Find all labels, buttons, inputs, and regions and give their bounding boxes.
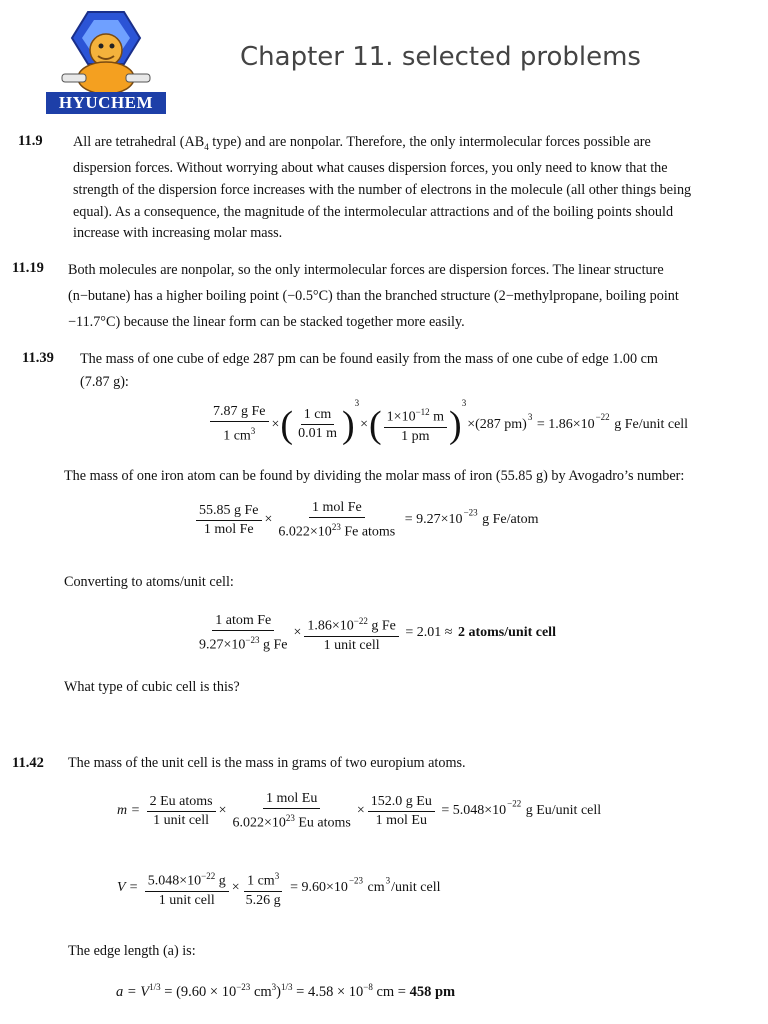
problem-number: 11.9	[18, 133, 43, 149]
problem-11-39-intro: The mass of one cube of edge 287 pm can be found easily from the mass of one cube of edge 1.00 cm (7.87 g):	[80, 351, 658, 390]
problem-number: 11.39	[22, 350, 54, 366]
equation-iron-atom-mass: $\frac{\text{55.85 g Fe}}{\text{1 mol Fe}}$ × $\frac{\text{1 mol Fe}}{6.022\times 10^{23} Fe atoms}$ = $9.27\times 10^{-23}$ g Fe/atom	[194, 499, 540, 542]
problem-11-42-intro: The mass of the unit cell is the mass in grams of two europium atoms.	[68, 755, 466, 771]
equation-atoms-per-cell: $\frac{\text{1 atom Fe}}{9.27\times 10^{-23} g Fe}$ × $\frac{1.86\times 10^{-22} g Fe}{\text{1 unit cell}}$ = 2.01 ≈ 2 atoms/unit cell	[199, 613, 556, 653]
equation-edge-length: $a = V^{1/3} = (9.60 \times 10^{-23}$ $cm^3)^{1/3} = 4.58 \times 10^{-8}$ cm = 458 pm	[116, 982, 456, 1000]
page-title: Chapter 11. selected problems	[240, 42, 641, 72]
problem-11-39-question: What type of cubic cell is this?	[64, 679, 240, 695]
problem-11-19-text: Both molecules are nonpolar, so the only intermolecular forces are dispersion forces. The linear structure (n−butane) has a higher boiling point (−0.5°C) than the branched structure (2−methylpropane, boiling point −11.7°C) because the linear form can be stacked together more easily.	[68, 262, 679, 330]
problem-11-42-edge-intro: The edge length (a) is:	[68, 943, 196, 959]
equation-unit-cell-mass: m = $\frac{\text{2 Eu atoms}}{\text{1 unit cell}}$ × $\frac{\text{1 mol Eu}}{6.022\times 10^{23} Eu atoms}$ × $\frac{\text{152.0 g Eu}}{\text{1 mol Eu}}$ = $5.048\times 10^{-22}$ g Eu/unit cell	[117, 791, 602, 831]
equation-unit-cell-volume: V = $\frac{5.048\times 10^{-22} g}{\text{1 unit cell}}$ × $\frac{1 cm^3}{5.26 g}$ = $9.60\times 10^{-23}$ $cm^3$/unit cell	[116, 867, 442, 910]
problem-11-39-convert-text: Converting to atoms/unit cell:	[64, 574, 234, 590]
problem-11-9-text: All are tetrahedral ($AB_4$ type) and are nonpolar. Therefore, the only intermolecular forces possible are dispersion forces. Without worrying about what causes dispersion forces, you only need to know that the strength of the dispersion force increases with the number of electrons in the molecule (all other things being equal). As a consequence, the magnitude of the intermolecular attractions and of the boiling points should increase with increasing molar mass.	[73, 134, 692, 242]
equation-mass-cube: $\frac{\text{7.87 g Fe}}{1 cm^3}$ ×( $\frac{1 cm}{0.01 m}$ )$^3$×( $\frac{1\times 10^{-12} m}{1 pm}$ )$^3$×(287 $pm)^3 = 1.86\times 10^{-22}$ g Fe/unit cell	[208, 398, 689, 446]
problem-11-39-mid-text: The mass of one iron atom can be found by dividing the molar mass of iron (55.85 g) by Avogadro’s number:	[64, 468, 685, 484]
problem-number: 11.42	[12, 755, 44, 771]
problem-number: 11.19	[12, 260, 44, 276]
logo-text: HYUCHEM	[46, 92, 166, 114]
